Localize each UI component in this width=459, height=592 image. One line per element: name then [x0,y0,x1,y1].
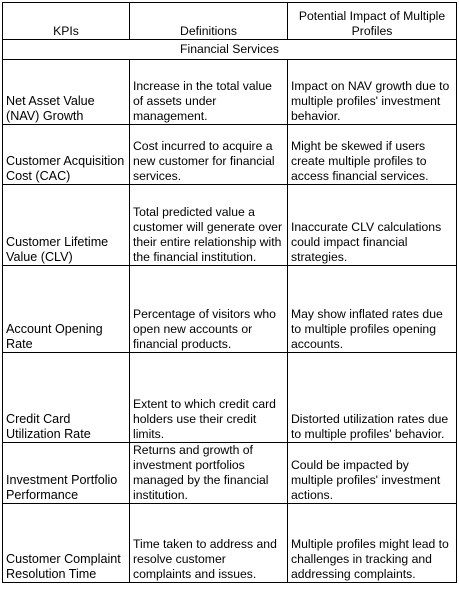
kpi-name: Customer Complaint Resolution Time [3,504,130,583]
table-row [3,353,457,443]
kpi-impact: May show inflated rates due to multiple profiles opening accounts. [288,266,457,353]
section-title: Financial Services [3,40,457,60]
header-kpis: KPIs [3,3,130,40]
kpi-impact: Distorted utilization rates due to multiple profiles' behavior. [288,353,457,443]
table-row [3,443,457,504]
kpi-name: Customer Lifetime Value (CLV) [3,185,130,266]
table-row [3,125,457,185]
kpi-name: Credit Card Utilization Rate [3,353,130,443]
kpi-impact: Might be skewed if users create multiple profiles to access financial services. [288,125,457,185]
kpi-impact: Inaccurate CLV calculations could impact financial strategies. [288,185,457,266]
kpi-definition: Increase in the total value of assets under management. [130,60,288,125]
section-row [3,40,457,60]
kpi-definition: Cost incurred to acquire a new customer for financial services. [130,125,288,185]
header-impact: Potential Impact of Multiple Profiles [288,3,457,40]
kpi-table [2,2,457,583]
kpi-name: Investment Portfolio Performance [3,443,130,504]
kpi-name: Customer Acquisition Cost (CAC) [3,125,130,185]
kpi-impact: Could be impacted by multiple profiles' investment actions. [288,443,457,504]
kpi-definition: Returns and growth of investment portfolios managed by the financial institution. [130,443,288,504]
kpi-definition: Total predicted value a customer will generate over their entire relationship with the financial institution. [130,185,288,266]
table-row [3,60,457,125]
kpi-definition: Percentage of visitors who open new accounts or financial products. [130,266,288,353]
header-row [3,3,457,40]
kpi-impact: Impact on NAV growth due to multiple profiles' investment behavior. [288,60,457,125]
table-row [3,185,457,266]
header-definitions: Definitions [130,3,288,40]
table-row [3,266,457,353]
kpi-definition: Extent to which credit card holders use their credit limits. [130,353,288,443]
kpi-impact: Multiple profiles might lead to challenges in tracking and addressing complaints. [288,504,457,583]
kpi-name: Net Asset Value (NAV) Growth [3,60,130,125]
table-row [3,504,457,583]
kpi-name: Account Opening Rate [3,266,130,353]
kpi-definition: Time taken to address and resolve customer complaints and issues. [130,504,288,583]
